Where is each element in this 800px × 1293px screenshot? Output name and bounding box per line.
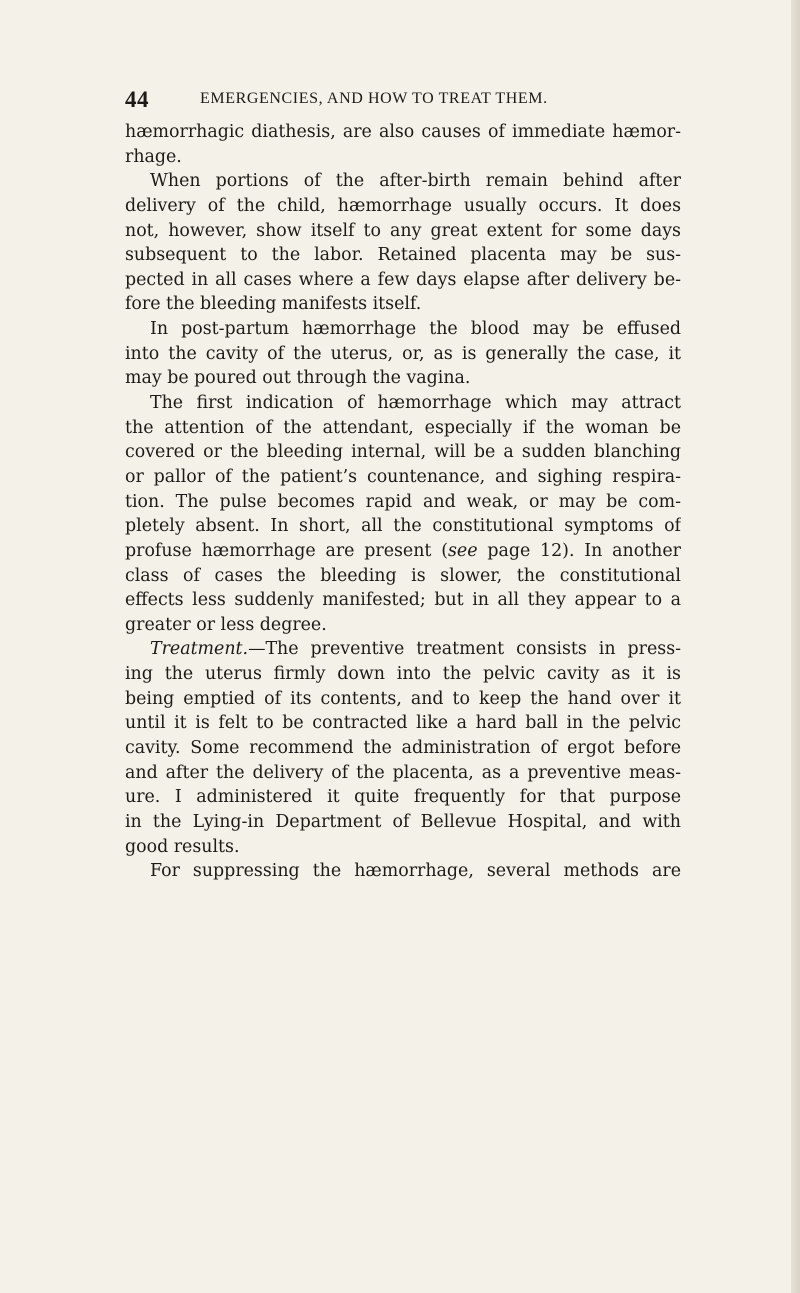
line-text: profuse hæmorrhage are present ( [125,540,448,561]
line-text: For suppressing the hæmorrhage, several methods are [150,861,681,882]
body-text [125,120,681,884]
line-text: and after the delivery of the placenta, as a preventive meas- [125,762,681,783]
text-line [125,243,681,268]
text-line [125,366,681,391]
text-line [125,711,681,736]
running-head [125,87,685,113]
line-text: tion. The pulse becomes rapid and weak, or may be com- [125,491,681,512]
line-text: When portions of the after-birth remain behind after [150,171,681,192]
text-line [125,859,681,884]
text-line [125,588,681,613]
text-line [125,736,681,761]
text-line [125,219,681,244]
line-text: into the cavity of the uterus, or, as is generally the case, it [125,343,681,364]
line-text: In post-partum hæmorrhage the blood may be effused [150,319,681,340]
line-text: hæmorrhagic diathesis, are also causes of immediate hæmor- [125,122,681,142]
running-head-title: EMERGENCIES, AND HOW TO TREAT THEM. [200,90,548,107]
text-line [125,687,681,712]
line-text: until it is felt to be contracted like a hard ball in the pelvic [125,713,681,734]
line-text: pected in all cases where a few days elapse after delivery be- [125,269,681,290]
line-text: ing the uterus firmly down into the pelvic cavity as it is [125,664,681,685]
text-line [125,342,681,367]
text-line [125,637,681,662]
line-text: The first indication of hæmorrhage which may attract [150,393,681,414]
section-heading: Treatment. [150,639,249,660]
text-line [125,613,681,638]
line-text: good results. [125,836,240,857]
line-text: pletely absent. In short, all the constitutional symptoms of [125,516,681,537]
text-line [125,391,681,416]
page-number: 44 [125,87,149,112]
line-text: delivery of the child, hæmorrhage usually occurs. It does [125,195,681,216]
text-line [125,440,681,465]
text-line [125,514,681,539]
line-text: class of cases the bleeding is slower, the constitutional [125,565,681,586]
line-text: subsequent to the labor. Retained placenta may be sus- [125,245,681,266]
line-text: covered or the bleeding internal, will be a sudden blanching [125,442,681,463]
text-line [125,120,681,145]
line-text: cavity. Some recommend the administration of ergot before [125,738,681,759]
text-line [125,785,681,810]
line-text: effects less suddenly manifested; but in all they appear to a [125,590,681,611]
text-line [125,564,681,589]
text-line [125,810,681,835]
text-line [125,662,681,687]
line-text: may be poured out through the vagina. [125,368,471,389]
text-line [125,465,681,490]
line-text: being emptied of its contents, and to keep the hand over it [125,688,681,709]
line-text: ure. I administered it quite frequently for that purpose [125,787,681,808]
text-line [125,317,681,342]
page-edge [791,0,800,1293]
text-line [125,268,681,293]
line-text: rhage. [125,146,182,167]
text-line [125,761,681,786]
text-line [125,490,681,515]
line-text: or pallor of the patient’s countenance, and sighing respira- [125,466,681,487]
line-text-continued: page 12). In another [477,540,681,561]
text-line [125,169,681,194]
line-text: greater or less degree. [125,614,327,635]
text-line [125,194,681,219]
text-line [125,145,681,170]
line-text: —The preventive treatment consists in press- [248,639,681,660]
line-text: in the Lying-in Department of Bellevue Hospital, and with [125,811,681,832]
text-line [125,292,681,317]
line-text: not, however, show itself to any great extent for some days [125,220,681,241]
line-text: fore the bleeding manifests itself. [125,294,422,315]
italic-reference: see [448,540,478,561]
text-line [125,539,681,564]
text-line [125,416,681,441]
line-text: the attention of the attendant, especially if the woman be [125,417,681,438]
text-line [125,835,681,860]
